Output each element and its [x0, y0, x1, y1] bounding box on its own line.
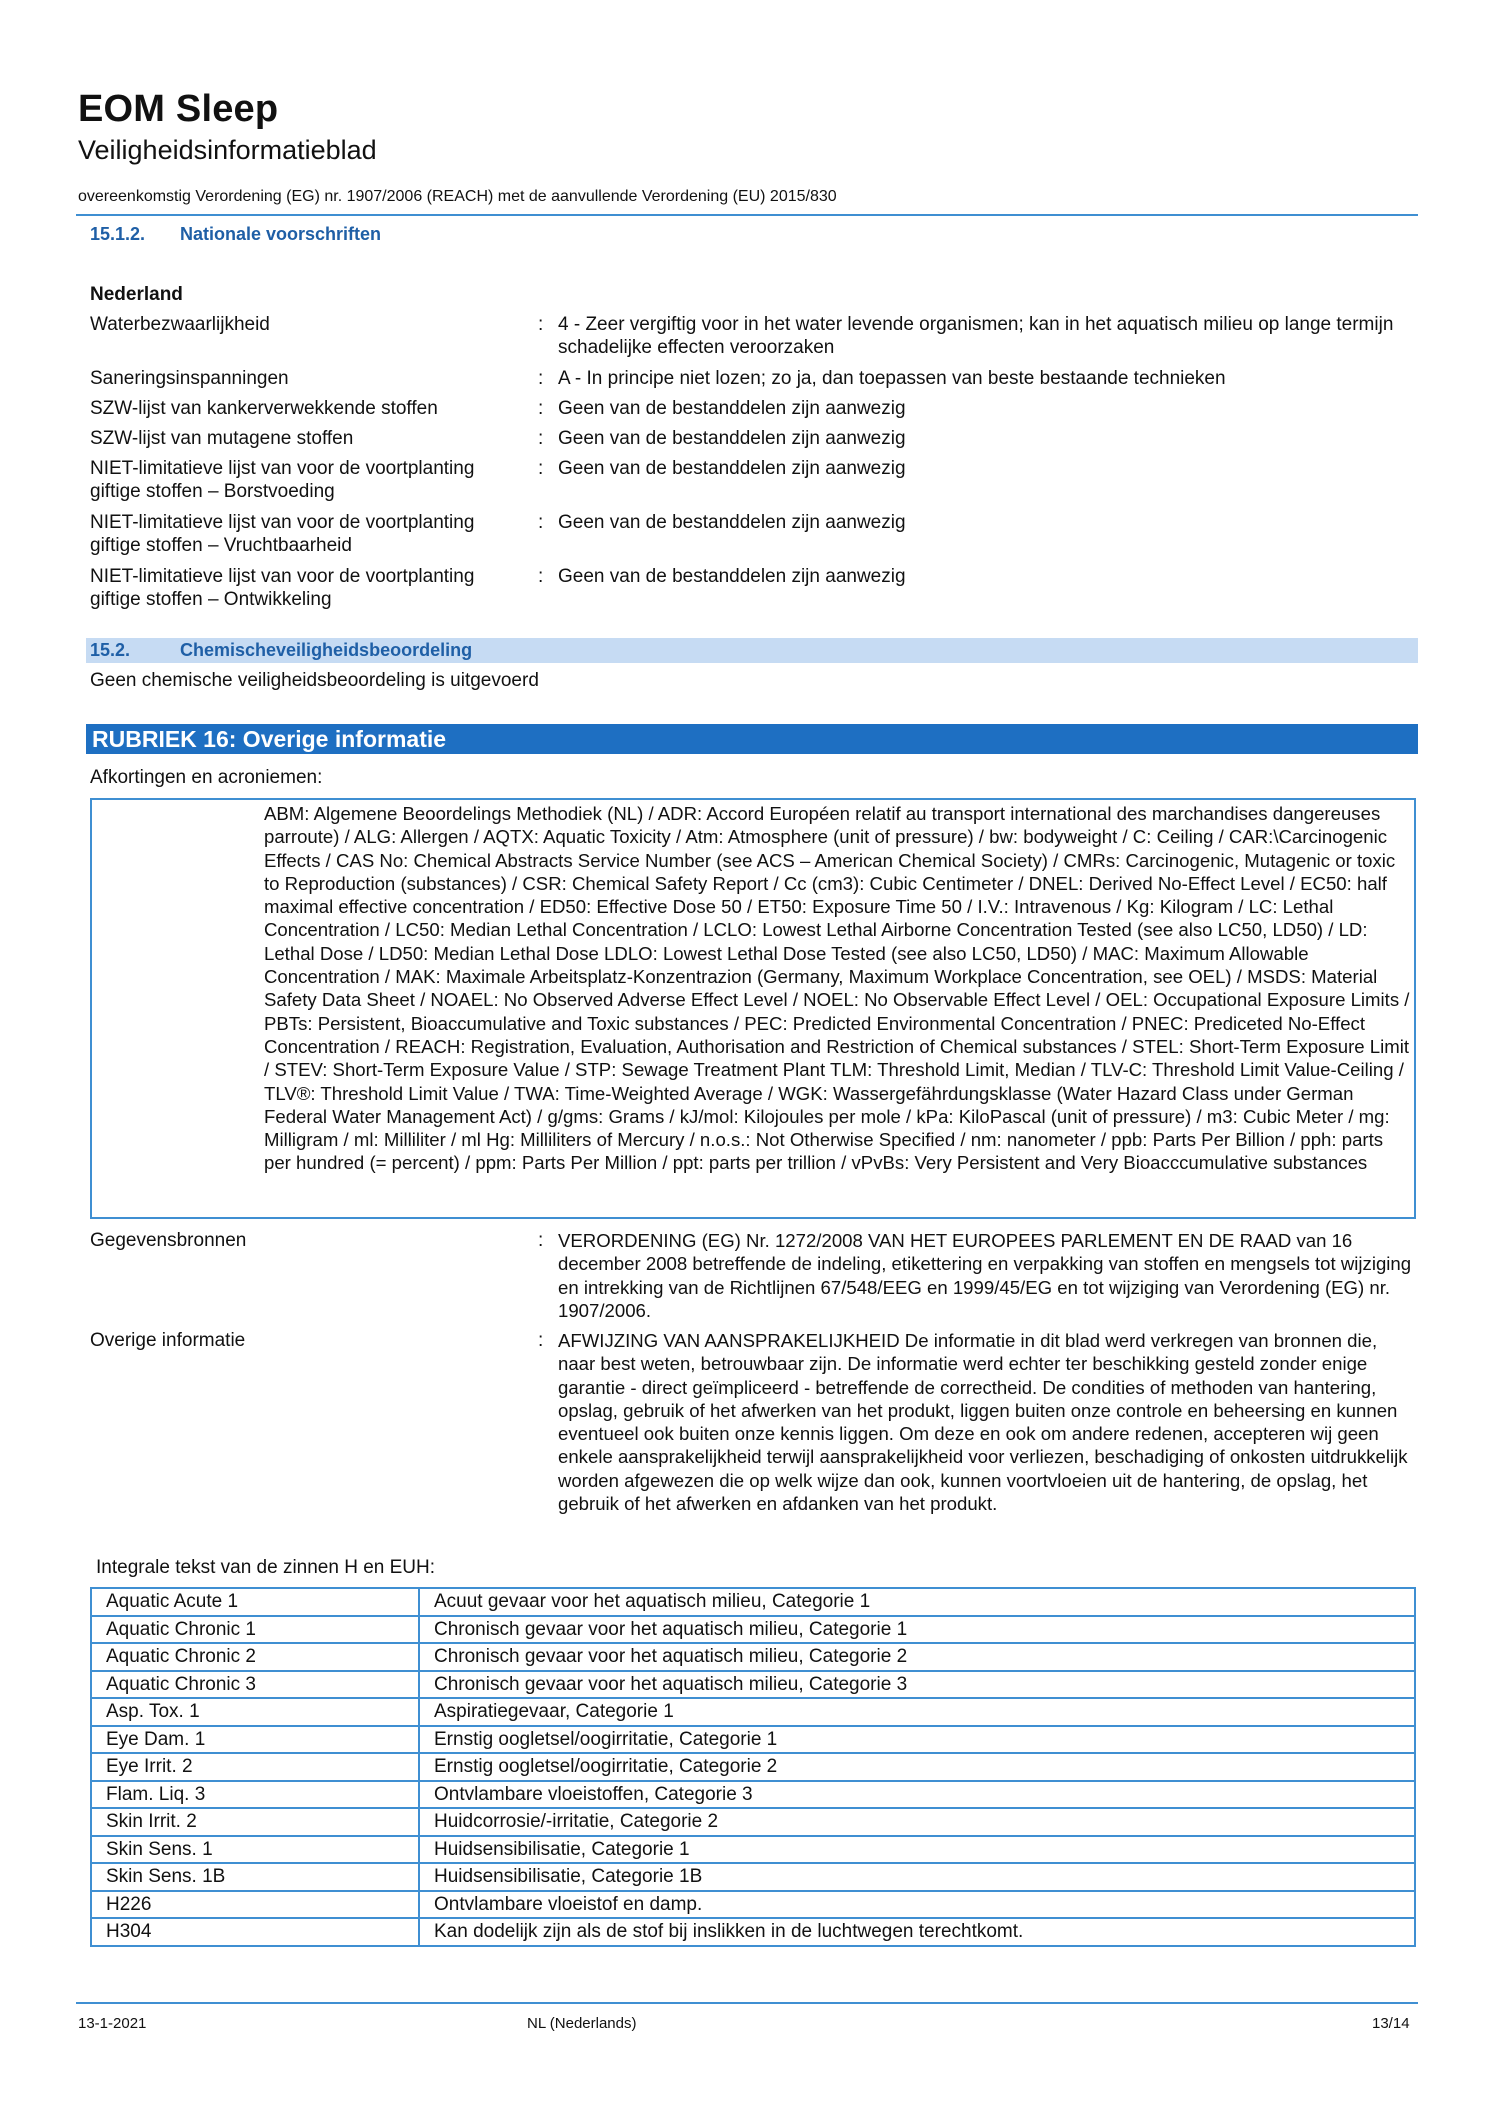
row-colon: : — [538, 368, 544, 389]
h-code: Aquatic Chronic 2 — [91, 1643, 419, 1671]
h-code: Aquatic Chronic 3 — [91, 1671, 419, 1699]
h-text: Huidsensibilisatie, Categorie 1B — [419, 1863, 1415, 1891]
subsection-title: Chemischeveiligheidsbeoordeling — [180, 640, 473, 660]
subsection-number: 15.1.2. — [90, 224, 146, 244]
h-code: Asp. Tox. 1 — [91, 1698, 419, 1726]
row-value: Geen van de bestanddelen zijn aanwezig — [558, 566, 906, 587]
h-code: Flam. Liq. 3 — [91, 1781, 419, 1809]
row-value: Geen van de bestanddelen zijn aanwezig — [558, 458, 906, 479]
row-colon: : — [538, 428, 544, 449]
table-row — [91, 1836, 1415, 1864]
other-info-value: AFWIJZING VAN AANSPRAKELIJKHEID De informatie in dit blad werd verkregen van bronnen die, naar best weten, betrouwbaar zijn. De informatie werd echter ter beschikking gesteld zonder enige garantie - direct geïmpliceerd - betreffende de correctheid. De condities of methoden van hantering, opslag, gebruik of het afwerken van het produkt, liggen buiten onze controle en beheersing en kunnen eventueel ook buiten onze kennis liggen. Om deze en ook om andere redenen, accepteren wij geen enkele aansprakelijkheid terwijl aansprakelijkheid voor verliezen, beschadiging of onkosten uitdrukkelijk worden afgewezen die op welk wijze dan ook, kunnen voortvloeien uit de hantering, de opslag, het gebruik of het afwerken en afdanken van het produkt. — [558, 1330, 1408, 1515]
subsection-15-2-heading — [90, 640, 472, 661]
row-value: 4 - Zeer vergiftig voor in het water levende organismen; kan in het aquatisch milieu op lange termijn schadelijke effecten veroorzaken — [558, 314, 1394, 358]
row-colon: : — [538, 314, 544, 335]
row-label: NIET-limitatieve lijst van voor de voortplanting giftige stoffen – Borstvoeding — [90, 458, 475, 502]
h-text: Ernstig oogletsel/oogirritatie, Categorie 1 — [419, 1726, 1415, 1754]
row-label: NIET-limitatieve lijst van voor de voortplanting giftige stoffen – Ontwikkeling — [90, 566, 475, 610]
footer-page-number: 13/14 — [1372, 2015, 1410, 2032]
h-text: Chronisch gevaar voor het aquatisch milieu, Categorie 3 — [419, 1671, 1415, 1699]
csa-statement: Geen chemische veiligheidsbeoordeling is uitgevoerd — [90, 670, 539, 691]
table-row — [91, 1726, 1415, 1754]
h-phrases-label: Integrale tekst van de zinnen H en EUH: — [96, 1557, 436, 1578]
h-text: Ontvlambare vloeistof en damp. — [419, 1891, 1415, 1919]
table-row — [91, 1698, 1415, 1726]
h-code: Eye Irrit. 2 — [91, 1753, 419, 1781]
row-value: Geen van de bestanddelen zijn aanwezig — [558, 512, 906, 533]
row-colon: : — [538, 512, 544, 533]
h-text: Kan dodelijk zijn als de stof bij inslikken in de luchtwegen terechtkomt. — [419, 1918, 1415, 1946]
row-colon: : — [538, 1330, 544, 1351]
table-row — [91, 1808, 1415, 1836]
table-row — [91, 1588, 1415, 1616]
row-value: Geen van de bestanddelen zijn aanwezig — [558, 428, 906, 449]
country-heading: Nederland — [90, 284, 183, 305]
h-code: Aquatic Acute 1 — [91, 1588, 419, 1616]
row-label: SZW-lijst van kankerverwekkende stoffen — [90, 398, 438, 419]
row-colon: : — [538, 398, 544, 419]
row-colon: : — [538, 458, 544, 479]
h-text: Ernstig oogletsel/oogirritatie, Categorie 2 — [419, 1753, 1415, 1781]
h-code: Aquatic Chronic 1 — [91, 1616, 419, 1644]
table-row — [91, 1891, 1415, 1919]
header-rule — [76, 214, 1418, 216]
document-title: EOM Sleep — [78, 88, 279, 130]
h-code: Skin Irrit. 2 — [91, 1808, 419, 1836]
h-text: Chronisch gevaar voor het aquatisch milieu, Categorie 2 — [419, 1643, 1415, 1671]
table-row — [91, 1753, 1415, 1781]
h-code: Skin Sens. 1 — [91, 1836, 419, 1864]
subsection-title: Nationale voorschriften — [180, 224, 382, 244]
row-label: SZW-lijst van mutagene stoffen — [90, 428, 354, 449]
h-text: Huidcorrosie/-irritatie, Categorie 2 — [419, 1808, 1415, 1836]
h-text: Chronisch gevaar voor het aquatisch milieu, Categorie 1 — [419, 1616, 1415, 1644]
row-value: Geen van de bestanddelen zijn aanwezig — [558, 398, 906, 419]
subsection-15-1-2-heading — [90, 224, 381, 245]
table-row — [91, 1671, 1415, 1699]
table-row — [91, 1643, 1415, 1671]
section-16-heading: RUBRIEK 16: Overige informatie — [86, 724, 1418, 754]
h-code: Skin Sens. 1B — [91, 1863, 419, 1891]
footer-language: NL (Nederlands) — [527, 2015, 637, 2032]
h-text: Acuut gevaar voor het aquatisch milieu, Categorie 1 — [419, 1588, 1415, 1616]
row-label: Saneringsinspanningen — [90, 368, 289, 389]
abbreviations-text: ABM: Algemene Beoordelings Methodiek (NL) / ADR: Accord Européen relatif au transport international des marchandises dangereuses parroute) / ALG: Allergen / AQTX: Aquatic Toxicity / Atm: Atmosphere (unit of pressure) / bw: bodyweight / C: Ceiling / CAR:\Carcinogenic Effects / CAS No: Chemical Abstracts Service Number (see ACS – American Chemical Society) / CMRs: Carcinogenic, Mutagenic or toxic to Reproduction (substances) / CSR: Chemical Safety Report / Cc (cm3): Cubic Centimeter / DNEL: Derived No-Effect Level / EC50: half maximal effective concentration / ED50: Effective Dose 50 / ET50: Exposure Time 50 / I.V.: Intravenous / Kg: Kilogram / LC: Lethal Concentration / LC50: Median Lethal Concentration / LCLO: Lowest Lethal Airborne Concentration Tested (see also LC50, LD50) / LD: Lethal Dose / LD50: Median Lethal Dose LDLO: Lowest Lethal Dose Tested (see also LC50, LD50) / MAC: Maximum Allowable Concentration / MAK: Maximale Arbeitsplatz-Konzentrazion (Germany, Maximum Workplace Concentration, see OEL) / MSDS: Material Safety Data Sheet / NOAEL: No Observed Adverse Effect Level / NOEL: No Observable Effect Level / OEL: Occupational Exposure Limits / PBTs: Persistent, Bioaccumulative and Toxic substances / PEC: Predicted Environmental Concentration / PNEC: Prediceted No-Effect Concentration / REACH: Registration, Evaluation, Authorisation and Restriction of Chemical substances / STEL: Short-Term Exposure Limit / STEV: Short-Term Exposure Value / STP: Sewage Treatment Plant TLM: Threshold Limit, Median / TLV-C: Threshold Limit Value-Ceiling / TLV®: Threshold Limit Value / TWA: Time-Weighted Average / WGK: Wassergefährdungsklasse (Water Hazard Class under German Federal Water Management Act) / g/gms: Grams / kJ/mol: Kilojoules per mole / kPa: KiloPascal (unit of pressure) / m3: Cubic Meter / mg: Milligram / ml: Milliliter / ml Hg: Milliliters of Mercury / n.o.s.: Not Otherwise Specified / nm: nanometer / ppb: Parts Per Billion / pph: parts per hundred (= percent) / ppm: Parts Per Million / ppt: parts per trillion / vPvBs: Very Persistent and Very Bioacccumulative substances — [264, 803, 1410, 1174]
table-row — [91, 1863, 1415, 1891]
regulation-line: overeenkomstig Verordening (EG) nr. 1907/2006 (REACH) met de aanvullende Verordening (EU) 2015/830 — [78, 188, 837, 205]
row-label: Waterbezwaarlijkheid — [90, 314, 270, 335]
footer-rule — [76, 2002, 1418, 2004]
h-code: Eye Dam. 1 — [91, 1726, 419, 1754]
document-subtitle: Veiligheidsinformatieblad — [78, 135, 377, 165]
h-phrases-table — [90, 1587, 1416, 1947]
abbreviations-label: Afkortingen en acroniemen: — [90, 767, 323, 788]
h-code: H226 — [91, 1891, 419, 1919]
footer-date: 13-1-2021 — [78, 2015, 147, 2032]
table-row — [91, 1616, 1415, 1644]
sources-value: VERORDENING (EG) Nr. 1272/2008 VAN HET EUROPEES PARLEMENT EN DE RAAD van 16 december 2008 betreffende de indeling, etikettering en verpakking van stoffen en mengsels tot wijziging en intrekking van de Richtlijnen 67/548/EEG en 1999/45/EG en tot wijziging van Verordening (EG) nr. 1907/2006. — [558, 1230, 1412, 1321]
table-row — [91, 1781, 1415, 1809]
other-info-label: Overige informatie — [90, 1330, 246, 1351]
h-text: Ontvlambare vloeistoffen, Categorie 3 — [419, 1781, 1415, 1809]
sources-label: Gegevensbronnen — [90, 1230, 247, 1251]
subsection-number: 15.2. — [90, 640, 131, 660]
h-text: Aspiratiegevaar, Categorie 1 — [419, 1698, 1415, 1726]
row-colon: : — [538, 1230, 544, 1251]
h-text: Huidsensibilisatie, Categorie 1 — [419, 1836, 1415, 1864]
row-colon: : — [538, 566, 544, 587]
row-value: A - In principe niet lozen; zo ja, dan toepassen van beste bestaande technieken — [558, 368, 1226, 389]
row-label: NIET-limitatieve lijst van voor de voortplanting giftige stoffen – Vruchtbaarheid — [90, 512, 475, 556]
h-code: H304 — [91, 1918, 419, 1946]
table-row — [91, 1918, 1415, 1946]
